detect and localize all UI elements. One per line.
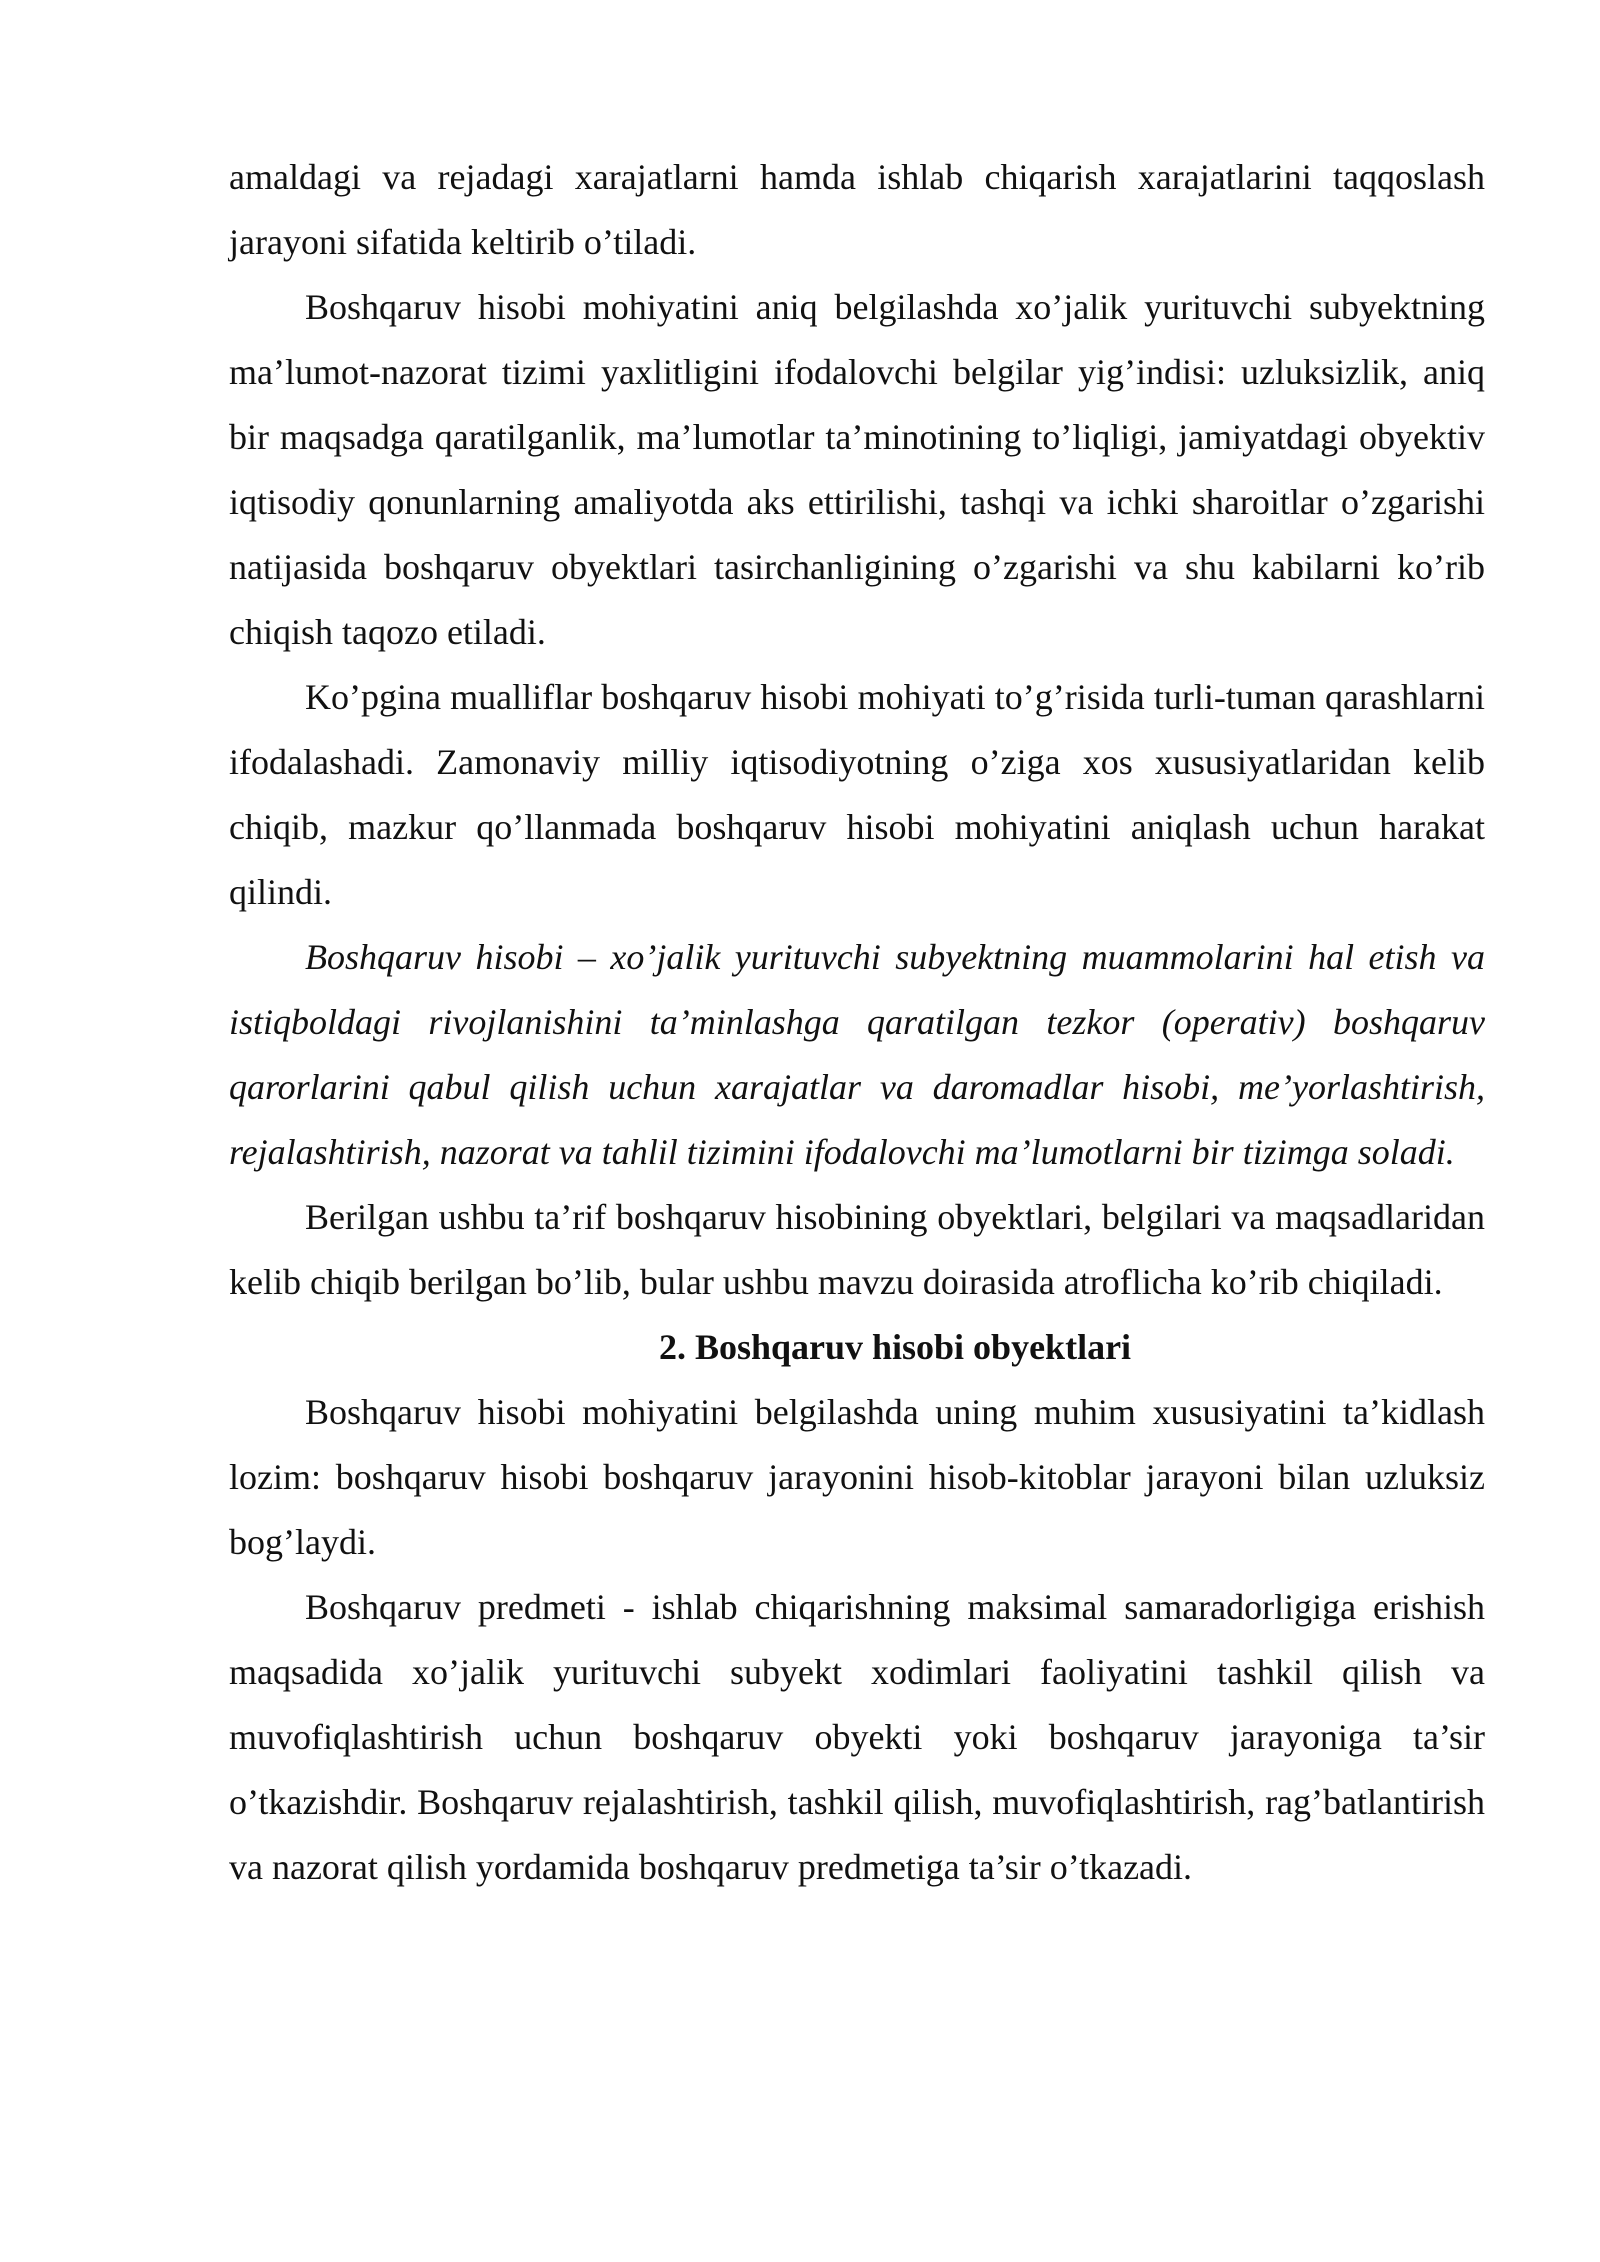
paragraph-definition: Boshqaruv hisobi – xo’jalik yurituvchi subyektning muammolarini hal etish va istiqboldagi rivojlanishini ta’minlashga qaratilgan tezkor (operativ) boshqaruv qarorlarini qabul qilish uchun xarajatlar va daromadlar hisobi, me’yorlashtirish, rejalashtirish, nazorat va tahlil tizimini ifodalovchi ma’lumotlarni bir tizimga soladi. (229, 937, 1485, 1172)
paragraph-subject: Boshqaruv predmeti - ishlab chiqarishning maksimal samaradorligiga erishish maqsadida xo’jalik yurituvchi subyekt xodimlari faoliyatini tashkil qilish va muvofiqlashtirish uchun boshqaruv obyekti yoki boshqaruv jarayoniga ta’sir o’tkazishdir. Boshqaruv rejalashtirish, tashkil qilish, muvofiqlashtirish, rag’batlantirish va nazorat qilish yordamida boshqaruv predmetiga ta’sir o’tkazadi. (229, 1587, 1485, 1887)
paragraph-essence: Boshqaruv hisobi mohiyatini belgilashda uning muhim xususiyatini ta’kidlash lozim: boshqaruv hisobi boshqaruv jarayonini hisob-kitoblar jarayoni bilan uzluksiz bog’laydi. (229, 1392, 1485, 1562)
document-page (229, 145, 1485, 1900)
paragraph-authors: Ko’pgina mualliflar boshqaruv hisobi mohiyati to’g’risida turli-tuman qarashlarni ifodalashadi. Zamonaviy milliy iqtisodiyotning o’ziga xos xususiyatlaridan kelib chiqib, mazkur qo’llanmada boshqaruv hisobi mohiyatini aniqlash uchun harakat qilindi. (229, 677, 1485, 912)
section-heading: 2. Boshqaruv hisobi obyektlari (658, 1327, 1132, 1367)
paragraph-definition-note: Berilgan ushbu ta’rif boshqaruv hisobining obyektlari, belgilari va maqsadlaridan kelib chiqib berilgan bo’lib, bular ushbu mavzu doirasida atroflicha ko’rib chiqiladi. (229, 1197, 1485, 1302)
paragraph-characteristics: Boshqaruv hisobi mohiyatini aniq belgilashda xo’jalik yurituvchi subyektning ma’lumot-nazorat tizimi yaxlitligini ifodalovchi belgilar yig’indisi: uzluksizlik, aniq bir maqsadga qaratilganlik, ma’lumotlar ta’minotining to’liqligi, jamiyatdagi obyektiv iqtisodiy qonunlarning amaliyotda aks ettirilishi, tashqi va ichki sharoitlar o’zgarishi natijasida boshqaruv obyektlari tasirchanligining o’zgarishi va shu kabilarni ko’rib chiqish taqozo etiladi. (229, 287, 1485, 652)
paragraph-continuation: amaldagi va rejadagi xarajatlarni hamda ishlab chiqarish xarajatlarini taqqoslash jarayoni sifatida keltirib o’tiladi. (229, 157, 1485, 262)
